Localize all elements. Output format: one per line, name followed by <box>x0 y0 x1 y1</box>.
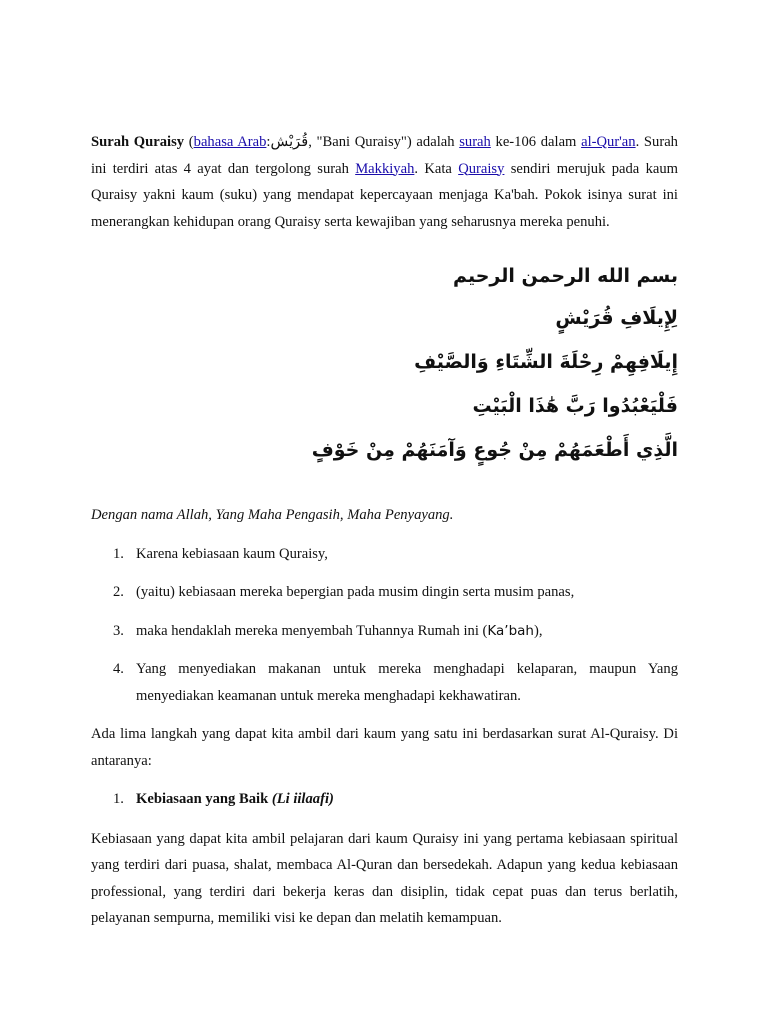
step-label: Kebiasaan yang Baik <box>136 791 272 807</box>
list-number: 3. <box>113 622 124 639</box>
document-content <box>91 129 678 932</box>
arabic-basmala: بسم الله الرحمن الرحيم <box>453 265 678 287</box>
list-number: 4. <box>113 661 124 677</box>
list-text: (yaitu) kebiasaan mereka bepergian pada musim dingin serta musim panas, <box>136 584 575 600</box>
closing-paragraph: Ada lima langkah yang dapat kita ambil dari kaum yang satu ini berdasarkan surat Al-Quraisy. Di antaranya: <box>91 726 678 769</box>
body-paragraph: Kebiasaan yang dapat kita ambil pelajaran dari kaum Quraisy ini yang pertama kebiasaan spiritual yang terdiri dari puasa, shalat, membaca Al-Quran dan bersedekah. Adapun yang kedua kebiasaan professional, yang terdiri dari bekerja keras dan disiplin, tidak cepat puas dan terus berlatih, pelayanan sempurna, memiliki visi ke depan dan melatih kemampuan. <box>91 830 678 926</box>
list-item <box>91 656 678 709</box>
list-item <box>91 579 678 606</box>
list-item <box>91 541 678 568</box>
list-text: Karena kebiasaan kaum Quraisy, <box>136 545 328 562</box>
link-surah[interactable]: surah <box>459 134 491 150</box>
intro-text: sendiri merujuk pada kaum Quraisy yakni kaum (suku) yang mendapat kepercayaan menjaga Ka'bah. Pokok isinya surat ini menerangkan kehidupan orang Quraisy serta kewajiban yang seharusnya mereka penuhi. <box>91 160 678 230</box>
arabic-verses <box>91 256 678 472</box>
link-makkiyah[interactable]: Makkiyah <box>355 160 415 177</box>
arabic-verse-1: لِإِيلَافِ قُرَيْشٍ <box>555 307 678 329</box>
surah-title: Surah Quraisy <box>91 134 185 150</box>
intro-paragraph <box>91 129 678 235</box>
list-number: 2. <box>113 584 124 600</box>
step-label-italic: (Li iilaafi) <box>271 791 334 807</box>
arabic-verse-4: الَّذِي أَطْعَمَهُمْ مِنْ جُوعٍ وَآمَنَهُمْ مِنْ خَوْفٍ <box>311 439 678 461</box>
arabic-verse-3: فَلْيَعْبُدُوا رَبَّ هَٰذَا الْبَيْتِ <box>472 395 678 417</box>
intro-text: ( <box>188 134 194 150</box>
translation-title: Dengan nama Allah, Yang Maha Pengasih, Maha Penyayang. <box>91 507 454 523</box>
list-number: 1. <box>113 791 124 807</box>
intro-text: : <box>266 134 271 150</box>
list-item <box>91 618 678 645</box>
link-quraisy[interactable]: Quraisy <box>458 160 505 177</box>
translation-list <box>91 541 678 710</box>
list-text: ), <box>533 622 543 639</box>
list-number: 1. <box>113 545 124 562</box>
link-al-quran[interactable]: al-Qur'an <box>581 134 636 150</box>
intro-text: . Surah ini terdiri atas 4 ayat dan tergolong surah <box>91 134 678 177</box>
step-item <box>91 786 678 813</box>
kabah-word: Ka’bah <box>487 622 534 639</box>
intro-text: , "Bani Quraisy") adalah <box>308 134 460 150</box>
link-bahasa-arab[interactable]: bahasa Arab <box>193 134 267 150</box>
intro-text: . Kata <box>414 160 459 177</box>
arabic-name: قُرَيْش <box>270 134 309 150</box>
intro-text: ke-106 dalam <box>490 134 582 150</box>
list-text: Yang menyediakan makanan untuk mereka menghadapi kelaparan, maupun Yang menyediakan keamanan untuk mereka menghadapi kekhawatiran. <box>136 661 678 704</box>
steps-list <box>91 786 678 813</box>
arabic-verse-2: إِيلَافِهِمْ رِحْلَةَ الشِّتَاءِ وَالصَّيْفِ <box>414 351 678 373</box>
list-text: maka hendaklah mereka menyembah Tuhannya Rumah ini ( <box>136 622 488 639</box>
